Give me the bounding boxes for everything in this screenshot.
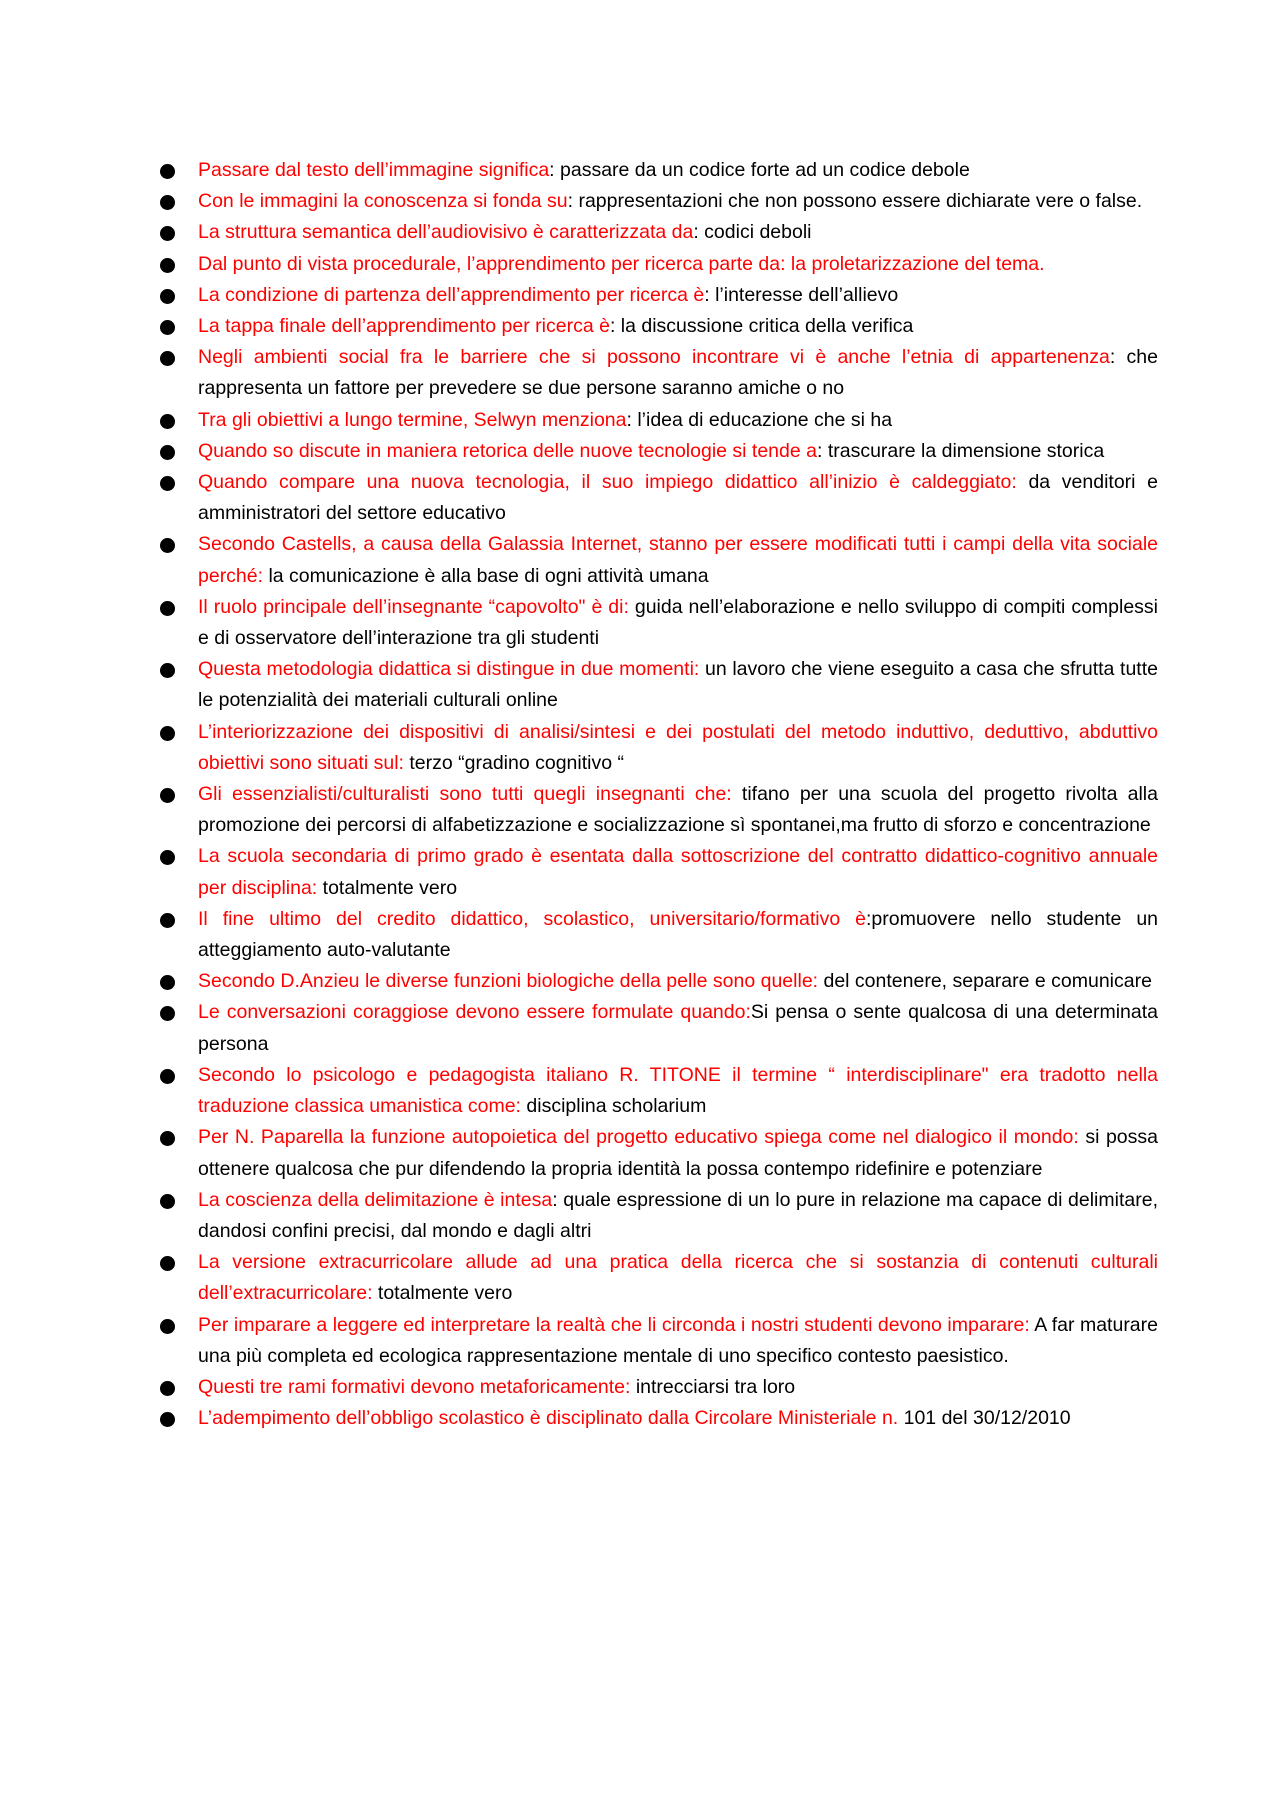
list-item (198, 592, 1158, 654)
answer-text: la comunicazione è alla base di ogni attività umana (263, 564, 709, 587)
bullet-icon (160, 1131, 175, 1146)
bullet-icon (160, 289, 175, 304)
bullet-icon (160, 601, 175, 616)
question-text: Quando compare una nuova tecnologia, il suo impiego didattico all’inizio è caldeggiato: (198, 471, 1017, 494)
list-item (198, 342, 1158, 404)
bullet-icon (160, 726, 175, 741)
list-item (198, 1247, 1158, 1309)
list-item (198, 155, 1158, 186)
bullet-icon (160, 538, 175, 553)
list-item (198, 405, 1158, 436)
question-text: Questa metodologia didattica si distingue in due momenti: (198, 658, 700, 681)
bullet-icon (160, 258, 175, 273)
question-text: Per imparare a leggere ed interpretare la realtà che li circonda i nostri studenti devono imparare: (198, 1313, 1030, 1336)
bullet-icon (160, 320, 175, 335)
list-item (198, 529, 1158, 591)
question-text: L’adempimento dell’obbligo scolastico è disciplinato dalla Circolare Ministeriale n. (198, 1407, 899, 1430)
bullet-icon (160, 351, 175, 366)
answer-text: totalmente vero (372, 1282, 513, 1305)
list-item (198, 904, 1158, 966)
list-item (198, 311, 1158, 342)
list-item (198, 249, 1158, 280)
answer-text: del contenere, separare e comunicare (818, 970, 1152, 993)
question-text: La versione extracurricolare allude ad una pratica della ricerca che si sostanzia di contenuti culturali dell’extracurricolare: (198, 1251, 1158, 1305)
bullet-icon (160, 226, 175, 241)
answer-text: : passare da un codice forte ad un codice debole (549, 159, 970, 181)
bullet-icon (160, 1381, 175, 1396)
question-text: Tra gli obiettivi a lungo termine, Selwyn menziona (198, 408, 627, 431)
question-text: La struttura semantica dell’audiovisivo è caratterizzata da (198, 221, 694, 244)
bullet-icon (160, 195, 175, 210)
question-text: Secondo D.Anzieu le diverse funzioni biologiche della pelle sono quelle: (198, 970, 819, 993)
bullet-icon (160, 850, 175, 865)
question-text: Il ruolo principale dell’insegnante “capovolto" è di: (198, 595, 629, 618)
list-item (198, 1403, 1158, 1434)
answer-text: : quale espressione di un lo pure in relazione ma capace di delimitare, dandosi confini precisi, dal mondo e dagli altri (198, 1188, 1158, 1242)
answer-text: si possa ottenere qualcosa che pur difendendo la propria identità la possa contempo ridefinire e potenziare (198, 1126, 1158, 1180)
bullet-icon (160, 414, 175, 429)
question-text: Per N. Paparella la funzione autopoietica del progetto educativo spiega come nel dialogico il mondo: (198, 1126, 1079, 1149)
question-text: Gli essenzialisti/culturalisti sono tutti quegli insegnanti che: (198, 783, 732, 806)
list-item (198, 1122, 1158, 1184)
bullet-icon (160, 913, 175, 928)
answer-text: A far maturare una più completa ed ecologica rappresentazione mentale di uno specifico contesto paesistico. (198, 1313, 1158, 1367)
answer-text: totalmente vero (317, 876, 458, 899)
question-text: Con le immagini la conoscenza si fonda su (198, 190, 568, 213)
list-item (198, 1310, 1158, 1372)
bullet-icon (160, 975, 175, 990)
question-text: La coscienza della delimitazione è intesa (198, 1188, 553, 1211)
answer-text: : la discussione critica della verifica (609, 315, 914, 338)
list-item (198, 186, 1158, 217)
question-text: Quando so discute in maniera retorica delle nuove tecnologie si tende a (198, 439, 817, 462)
answer-text: disciplina scholarium (520, 1095, 707, 1118)
list-item (198, 779, 1158, 841)
bullet-icon (160, 1006, 175, 1021)
question-text: Negli ambienti social fra le barriere che si possono incontrare vi è anche l’etnia di appartenenza (198, 346, 1110, 369)
answer-text: : trascurare la dimensione storica (816, 439, 1105, 462)
list-item (198, 436, 1158, 467)
list-item (198, 1060, 1158, 1122)
answer-text: un lavoro che viene eseguito a casa che sfrutta tutte le potenzialità dei materiali culturali online (198, 658, 1158, 712)
question-text: Secondo Castells, a causa della Galassia Internet, stanno per essere modificati tutti i campi della vita sociale perché: (198, 533, 1158, 587)
answer-text: :promuovere nello studente un atteggiamento auto-valutante (198, 907, 1159, 962)
question-text: L’interiorizzazione dei dispositivi di analisi/sintesi e dei postulati del metodo induttivo, deduttivo, abduttivo obiettivi sono situati sul: (198, 720, 1158, 774)
bullet-icon (160, 663, 175, 678)
answer-text: : che rappresenta un fattore per prevedere se due persone saranno amiche o no (198, 346, 1158, 400)
list-item (198, 1185, 1158, 1247)
answer-text: tifano per una scuola del progetto rivolta alla promozione dei percorsi di alfabetizzazione e socializzazione sì spontanei,ma frutto di sforzo e concentrazione (198, 783, 1158, 837)
answer-text: intrecciarsi tra loro (630, 1375, 796, 1398)
list-item (198, 717, 1158, 779)
bullet-icon (160, 1194, 175, 1209)
bullet-icon (160, 445, 175, 460)
answer-text: da venditori e amministratori del settore educativo (198, 471, 1158, 525)
bullet-icon (160, 1069, 175, 1084)
question-text: La scuola secondaria di primo grado è esentata dalla sottoscrizione del contratto didattico-cognitivo annuale per disciplina: (198, 845, 1158, 899)
bullet-icon (160, 1256, 175, 1271)
question-text: Questi tre rami formativi devono metaforicamente: (198, 1375, 631, 1398)
list-item (198, 280, 1158, 311)
list-item (198, 467, 1158, 529)
answer-text: Si pensa o sente qualcosa di una determinata persona (198, 1001, 1158, 1055)
question-text: Secondo lo psicologo e pedagogista italiano R. TITONE il termine “ interdisciplinare" era tradotto nella traduzione classica umanistica come: (198, 1063, 1158, 1118)
list-item (198, 966, 1158, 997)
bullet-icon (160, 476, 175, 491)
answer-text: guida nell’elaborazione e nello sviluppo di compiti complessi e di osservatore dell’interazione tra gli studenti (198, 595, 1159, 650)
list-item (198, 217, 1158, 248)
list-item (198, 841, 1158, 903)
question-answer-list (198, 155, 1158, 1434)
question-text: La tappa finale dell’apprendimento per ricerca è (198, 315, 610, 338)
answer-text: 101 del 30/12/2010 (898, 1407, 1071, 1430)
question-text: Il fine ultimo del credito didattico, scolastico, universitario/formativo è (198, 907, 866, 930)
bullet-icon (160, 788, 175, 803)
question-text: La condizione di partenza dell’apprendimento per ricerca è (198, 283, 705, 306)
answer-text: : rappresentazioni che non possono essere dichiarate vere o false. (567, 190, 1143, 213)
question-text: Le conversazioni coraggiose devono essere formulate quando: (198, 1001, 751, 1024)
question-text: Dal punto di vista procedurale, l’apprendimento per ricerca parte da: la proletarizzazione del tema. (198, 252, 1045, 275)
answer-text: : l’interesse dell’allievo (704, 283, 899, 306)
answer-text: : l’idea di educazione che si ha (626, 408, 893, 431)
question-text: Passare dal testo dell’immagine significa (198, 159, 550, 181)
answer-text: terzo “gradino cognitivo “ (403, 751, 624, 774)
list-item (198, 654, 1158, 716)
bullet-icon (160, 1319, 175, 1334)
list-item (198, 1372, 1158, 1403)
bullet-icon (160, 164, 175, 179)
bullet-icon (160, 1412, 175, 1427)
answer-text: : codici deboli (693, 221, 812, 244)
list-item (198, 997, 1158, 1059)
